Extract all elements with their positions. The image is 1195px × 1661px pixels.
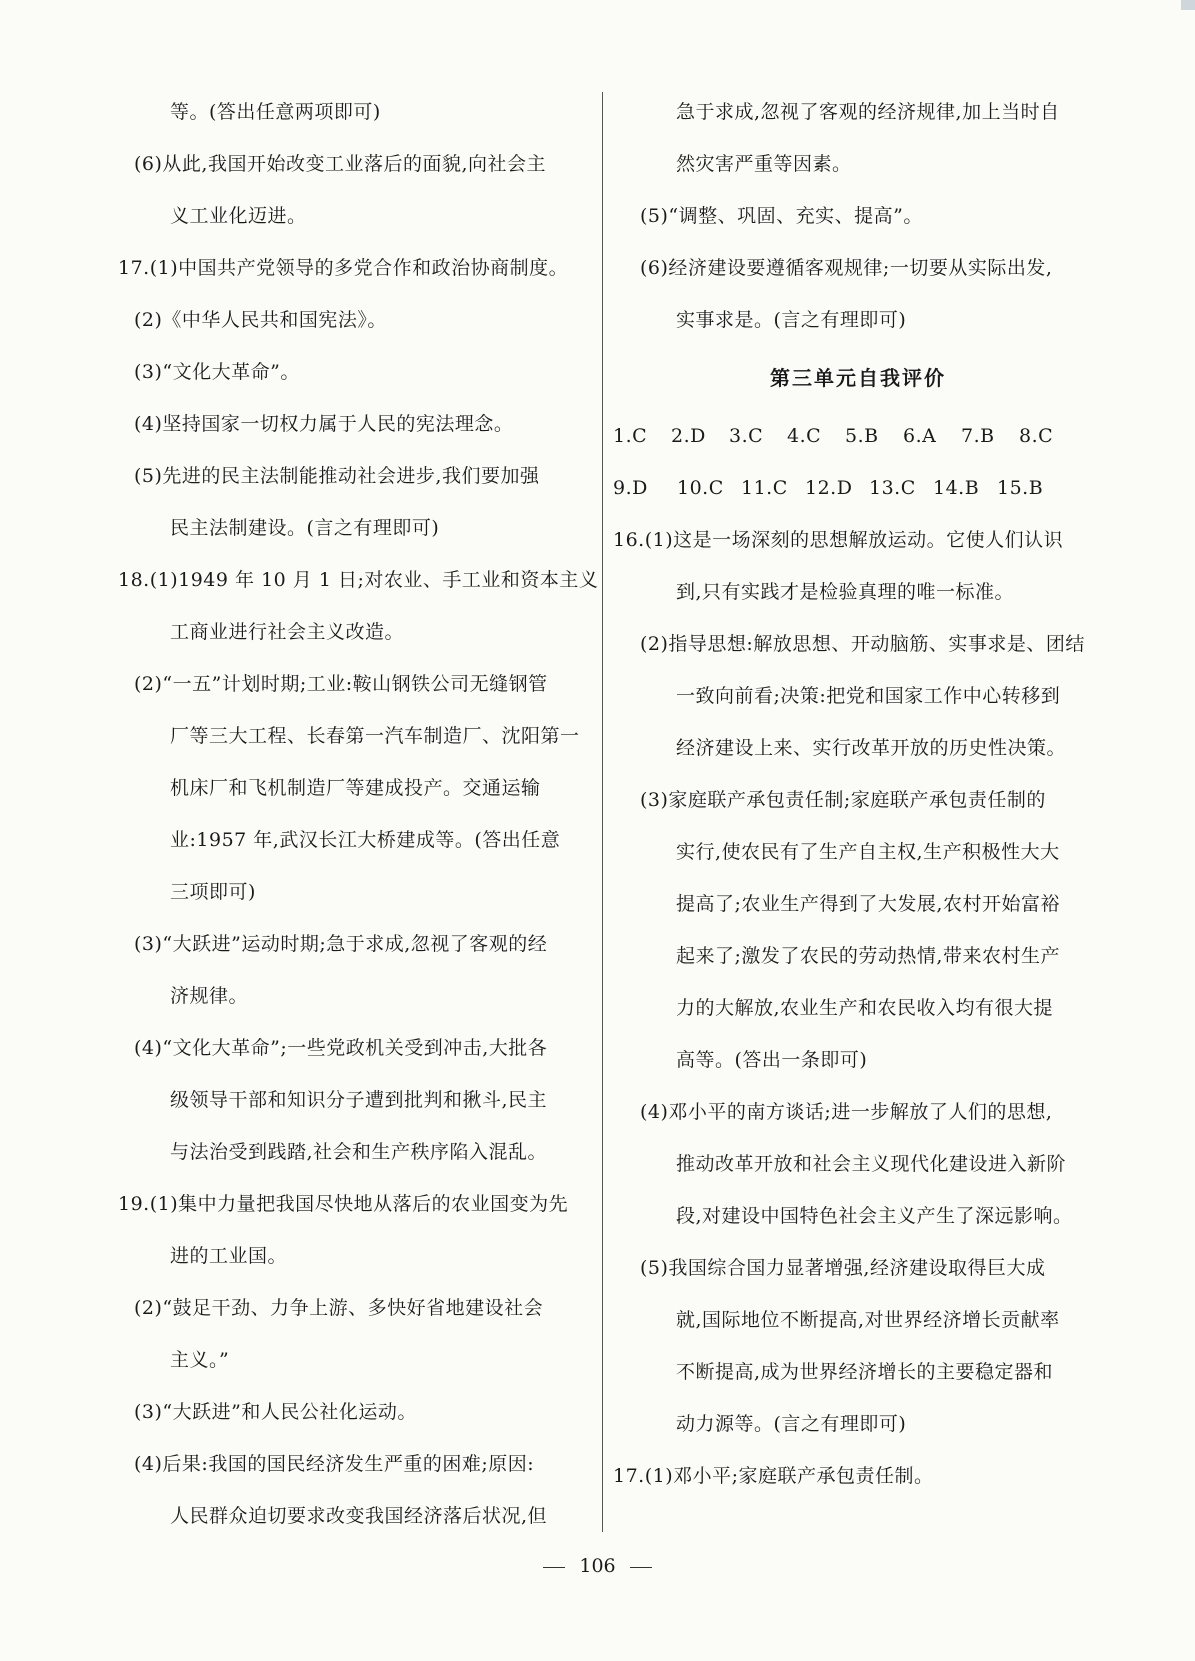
mc-answer: 1.C [613, 425, 648, 447]
answer-line: 17.(1)中国共产党领导的多党合作和政治协商制度。 [118, 257, 569, 279]
right-column [613, 86, 1103, 1502]
footer-dash-left [543, 1567, 565, 1568]
answer-line: (3)“大跃进”和人民公社化运动。 [134, 1401, 417, 1423]
mc-answers-row-1 [613, 410, 1103, 462]
mc-answer: 10.C [677, 477, 724, 499]
mc-answer: 5.B [845, 425, 879, 447]
answer-line: 力的大解放,农业生产和农民收入均有很大提 [676, 997, 1054, 1019]
answer-line: 推动改革开放和社会主义现代化建设进入新阶 [676, 1153, 1067, 1175]
answer-line: 济规律。 [170, 985, 249, 1007]
right-bottom-answers [613, 514, 1103, 1502]
answer-line: (5)“调整、巩固、充实、提高”。 [640, 205, 923, 227]
answer-line: 厂等三大工程、长春第一汽车制造厂、沈阳第一 [170, 725, 580, 747]
answer-line: 不断提高,成为世界经济增长的主要稳定器和 [676, 1361, 1054, 1383]
answer-line: 一致向前看;决策:把党和国家工作中心转移到 [676, 685, 1061, 707]
answer-line: (6)经济建设要遵循客观规律;一切要从实际出发, [640, 257, 1053, 279]
answer-line: (6)从此,我国开始改变工业落后的面貌,向社会主 [134, 153, 546, 175]
section-heading: 第三单元自我评价 [770, 366, 946, 390]
answer-line: (3)“大跃进”运动时期;急于求成,忽视了客观的经 [134, 933, 548, 955]
answer-line: 然灾害严重等因素。 [676, 153, 852, 175]
answer-line: (3)“文化大革命”。 [134, 361, 300, 383]
answer-line: 16.(1)这是一场深刻的思想解放运动。它使人们认识 [613, 529, 1064, 551]
answer-line: 与法治受到践踏,社会和生产秩序陷入混乱。 [170, 1141, 548, 1163]
answer-line: (2)“鼓足干劲、力争上游、多快好省地建设社会 [134, 1297, 544, 1319]
mc-answer: 4.C [787, 425, 822, 447]
answer-line: (2)《中华人民共和国宪法》。 [134, 309, 387, 331]
answer-line: 实行,使农民有了生产自主权,生产积极性大大 [676, 841, 1060, 863]
answer-line: (5)我国综合国力显著增强,经济建设取得巨大成 [640, 1257, 1046, 1279]
answer-line: (2)指导思想:解放思想、开动脑筋、实事求是、团结 [640, 633, 1085, 655]
answer-line: 人民群众迫切要求改变我国经济落后状况,但 [170, 1505, 548, 1527]
mc-answer: 3.C [729, 425, 764, 447]
answer-line: (4)邓小平的南方谈话;进一步解放了人们的思想, [640, 1101, 1053, 1123]
answer-line: 段,对建设中国特色社会主义产生了深远影响。 [676, 1205, 1073, 1227]
answer-line: 19.(1)集中力量把我国尽快地从落后的农业国变为先 [118, 1193, 569, 1215]
mc-answer: 13.C [869, 477, 916, 499]
mc-answer: 8.C [1019, 425, 1054, 447]
footer-dash-right [630, 1567, 652, 1568]
answer-line: 动力源等。(言之有理即可) [676, 1413, 907, 1435]
page-footer [0, 1555, 1195, 1577]
mc-answers-row-2 [613, 462, 1103, 514]
answer-line: 急于求成,忽视了客观的经济规律,加上当时自 [676, 101, 1060, 123]
mc-answer: 9.D [613, 477, 648, 499]
mc-answer: 14.B [933, 477, 980, 499]
answer-line: (3)家庭联产承包责任制;家庭联产承包责任制的 [640, 789, 1046, 811]
answer-line: (4)后果:我国的国民经济发生严重的困难;原因: [134, 1453, 535, 1475]
answer-line: 18.(1)1949 年 10 月 1 日;对农业、手工业和资本主义 [118, 569, 599, 591]
answer-line: (4)“文化大革命”;一些党政机关受到冲击,大批各 [134, 1037, 548, 1059]
mc-answer: 15.B [997, 477, 1044, 499]
mc-answer: 6.A [903, 425, 937, 447]
answer-line: 实事求是。(言之有理即可) [676, 309, 907, 331]
answer-line: 三项即可) [170, 881, 256, 903]
answer-line: 17.(1)邓小平;家庭联产承包责任制。 [613, 1465, 934, 1487]
answer-line: 高等。(答出一条即可) [676, 1049, 868, 1071]
answer-line: 经济建设上来、实行改革开放的历史性决策。 [676, 737, 1067, 759]
answer-line: 进的工业国。 [170, 1245, 288, 1267]
mc-answer: 7.B [961, 425, 995, 447]
page-number: 106 [579, 1555, 616, 1577]
column-divider [602, 92, 603, 1532]
answer-line: 机床厂和飞机制造厂等建成投产。交通运输 [170, 777, 541, 799]
answer-line: 提高了;农业生产得到了大发展,农村开始富裕 [676, 893, 1060, 915]
answer-line: 义工业化迈进。 [170, 205, 307, 227]
answer-line: 民主法制建设。(言之有理即可) [170, 517, 440, 539]
answer-line: (5)先进的民主法制能推动社会进步,我们要加强 [134, 465, 540, 487]
answer-line: 到,只有实践才是检验真理的唯一标准。 [676, 581, 1015, 603]
answer-line: (4)坚持国家一切权力属于人民的宪法理念。 [134, 413, 514, 435]
answer-line: 工商业进行社会主义改造。 [170, 621, 405, 643]
mc-answer: 12.D [805, 477, 853, 499]
answer-line: (2)“一五”计划时期;工业:鞍山钢铁公司无缝钢管 [134, 673, 548, 695]
right-top-answers [613, 86, 1103, 346]
corner-mark [1181, 0, 1195, 10]
left-column [118, 86, 598, 1542]
answer-line: 业:1957 年,武汉长江大桥建成等。(答出任意 [170, 829, 561, 851]
answer-line: 等。(答出任意两项即可) [170, 101, 381, 123]
answer-line: 起来了;激发了农民的劳动热情,带来农村生产 [676, 945, 1060, 967]
answer-line: 就,国际地位不断提高,对世界经济增长贡献率 [676, 1309, 1060, 1331]
mc-answer: 2.D [671, 425, 706, 447]
answer-line: 主义。” [170, 1349, 230, 1371]
mc-answer: 11.C [741, 477, 788, 499]
answer-line: 级领导干部和知识分子遭到批判和揪斗,民主 [170, 1089, 548, 1111]
